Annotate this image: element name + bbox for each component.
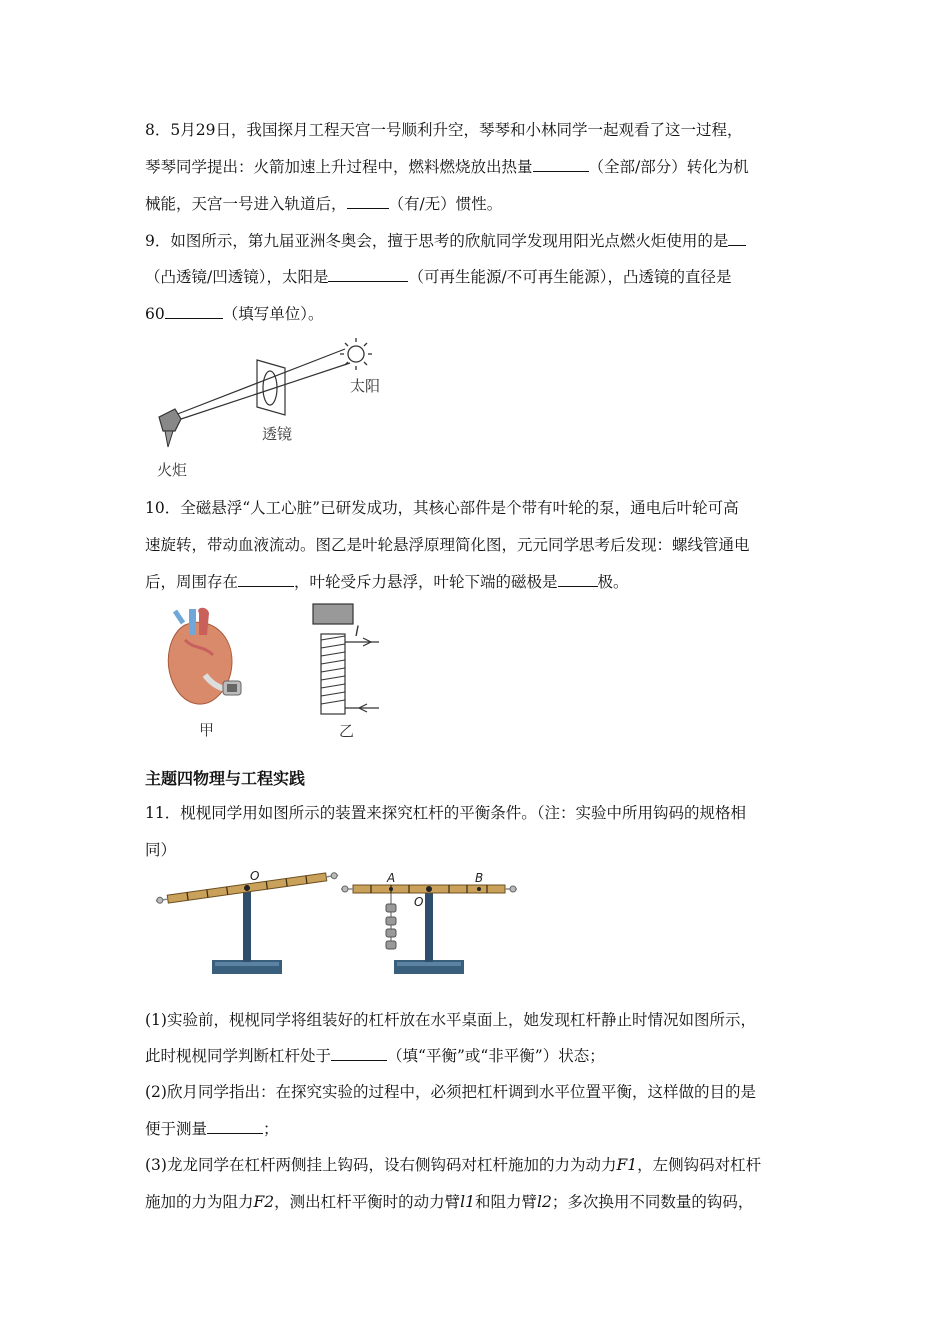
q11-p3-text-b: ，左侧钩码对杠杆 <box>637 1156 762 1174</box>
q10-line1: 10．全磁悬浮“人工心脏”已研发成功，其核心部件是个带有叶轮的泵，通电后叶轮可高 <box>145 499 739 517</box>
q10-figure-jia <box>155 605 265 745</box>
q11-p1-text-a: 此时枧枧同学判断杠杆处于 <box>145 1047 332 1065</box>
yi-label: 乙 <box>339 722 355 740</box>
q10-blank-2[interactable] <box>558 572 598 587</box>
q11-p1-line2 <box>145 1046 605 1066</box>
q8-line1: 8．5月29日，我国探月工程天宫一号顺利升空，琴琴和小林同学一起观看了这一过程， <box>145 121 743 139</box>
q11-p1-line1: (1)实验前，枧枧同学将组装好的杠杆放在水平桌面上，她发现杠杆静止时情况如图所示， <box>145 1011 756 1029</box>
q11-p2-line2 <box>145 1119 279 1139</box>
q8-blank-2[interactable] <box>347 194 389 209</box>
q9-blank-1[interactable] <box>728 231 746 246</box>
q9-figure <box>145 335 395 485</box>
q11-l2-symbol: l2 <box>537 1193 552 1211</box>
jia-label: 甲 <box>199 721 215 739</box>
q11-figure <box>155 862 535 984</box>
q9-blank-3[interactable] <box>165 304 223 319</box>
lever-horizontal <box>341 885 517 893</box>
q11-p3-text-f: ；多次换用不同数量的钩码， <box>551 1193 754 1211</box>
heart-illustration <box>168 608 241 704</box>
q8-line2-text-a: 琴琴同学提出：火箭加速上升过程中，燃料燃烧放出热量 <box>145 158 533 176</box>
q10-line3-text-b: ，叶轮受斥力悬浮，叶轮下端的磁极是 <box>294 573 558 591</box>
q11-line1: 11．枧枧同学用如图所示的装置来探究杠杆的平衡条件。（注：实验中所用钩码的规格相 <box>145 804 746 822</box>
q9-line2 <box>145 267 731 287</box>
q8-line3-text-a: 械能，天宫一号进入轨道后， <box>145 195 347 213</box>
lever-pivot-label-right: O <box>414 895 424 909</box>
q10-line3 <box>145 572 629 592</box>
q8-line2-text-b: （全部/部分）转化为机 <box>588 158 749 176</box>
q10-blank-1[interactable] <box>238 572 294 587</box>
q9-line3-text-a: 60 <box>145 305 165 323</box>
impeller-block <box>313 604 353 624</box>
q9-line3-text-b: （填写单位）。 <box>222 305 324 323</box>
q9-line2-text-a: （凸透镜/凹透镜），太阳是 <box>145 268 329 286</box>
q11-p2-text-a: 便于测量 <box>145 1120 208 1138</box>
q10-figure-yi <box>305 600 395 742</box>
q11-p3-text-e: 和阻力臂 <box>474 1193 537 1211</box>
q8-line3-text-b: （有/无）惯性。 <box>388 195 503 213</box>
q11-p3-line1 <box>145 1155 761 1175</box>
sun-label: 太阳 <box>350 377 381 395</box>
lever-stand-left <box>212 890 282 974</box>
q8-line2 <box>145 157 749 177</box>
q11-p2-line1: (2)欣月同学指出：在探究实验的过程中，必须把杠杆调到水平位置平衡，这样做的目的是 <box>145 1083 756 1101</box>
q9-line1 <box>145 231 746 251</box>
q11-p3-text-d: ，测出杠杆平衡时的动力臂 <box>274 1193 461 1211</box>
q9-line2-text-b: （可再生能源/不可再生能源），凸透镜的直径是 <box>408 268 732 286</box>
q11-p3-text-a: (3)龙龙同学在杠杆两侧挂上钩码，设右侧钩码对杠杆施加的力为动力 <box>145 1156 617 1174</box>
q11-f1-symbol: F1 <box>616 1156 638 1174</box>
q11-l1-symbol: l1 <box>460 1193 475 1211</box>
q10-line2: 速旋转，带动血液流动。图乙是叶轮悬浮原理简化图，元元同学思考后发现：螺线管通电 <box>145 536 750 554</box>
torch-label: 火炬 <box>157 461 188 479</box>
q11-p3-line2 <box>145 1192 753 1212</box>
q11-f2-symbol: F2 <box>253 1193 275 1211</box>
q8-blank-1[interactable] <box>533 157 589 172</box>
q9-line3 <box>145 304 324 324</box>
q10-line3-text-c: 极。 <box>597 573 629 591</box>
q11-line2: 同） <box>145 841 177 859</box>
lever-pivot-label-left: O <box>250 869 260 883</box>
hooked-weights <box>386 893 396 949</box>
lever-point-a-label: A <box>387 871 396 885</box>
q11-p1-text-b: （填“平衡”或“非平衡”）状态； <box>387 1047 605 1065</box>
q11-p2-text-b: ； <box>263 1120 279 1138</box>
torch-icon <box>159 409 181 447</box>
q9-blank-2[interactable] <box>328 267 408 282</box>
lens-label: 透镜 <box>262 425 293 443</box>
q10-line3-text-a: 后，周围存在 <box>145 573 239 591</box>
q11-p3-text-c: 施加的力为阻力 <box>145 1193 254 1211</box>
section-heading: 主题四物理与工程实践 <box>145 769 306 788</box>
q11-blank-1[interactable] <box>331 1046 387 1061</box>
q9-line1-text: 9．如图所示，第九届亚洲冬奥会，擅于思考的欣航同学发现用阳光点燃火炬使用的是 <box>145 232 729 250</box>
lever-point-b-label: B <box>475 871 484 885</box>
q8-line3 <box>145 194 502 214</box>
lever-stand-right <box>394 890 464 974</box>
current-label: I <box>355 624 360 640</box>
q11-blank-2[interactable] <box>207 1119 263 1134</box>
